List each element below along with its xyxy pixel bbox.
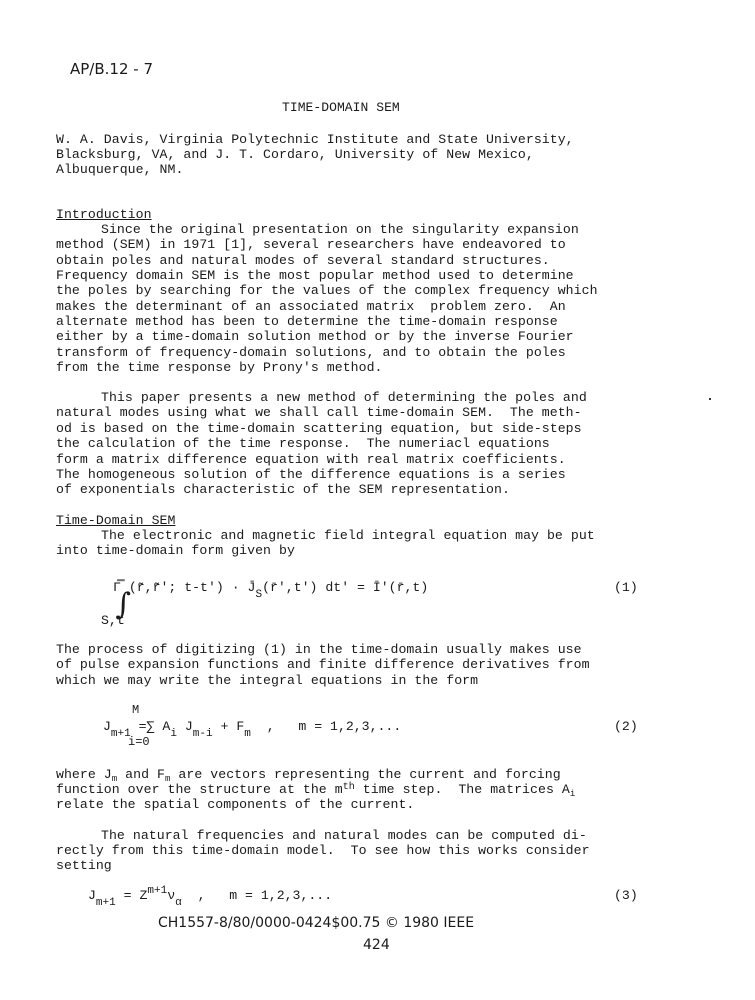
eq1-sub: S [255,589,263,601]
sum-sign: ∑ [146,719,155,734]
eq2-J: J [103,719,111,734]
symbol-sub: m [111,774,118,784]
intro-para2-line: the calculation of the time response. The numeriacl equations [56,436,550,451]
symbol-J: J [103,767,112,782]
eq2-F-sub: m [244,728,251,740]
eq3-J: J [88,888,96,903]
text: are vectors representing the current and forcing [170,767,561,782]
eq3-Z-sup: m+1 [147,885,168,897]
symbol-m: m [334,782,343,797]
symbol-sub: i [569,789,576,799]
equation-1-limits: S,t [101,613,125,628]
margin-speck [709,398,711,400]
paper-title: TIME-DOMAIN SEM [282,100,400,115]
author-line-1: W. A. Davis, Virginia Polytechnic Institute and State University, [56,132,574,147]
introduction-heading: Introduction [56,207,152,222]
intro-para1-line: either by a time-domain solution method or by the inverse Fourier [56,329,574,344]
eq3-range: , m = 1,2,3,... [197,888,333,903]
eq3-nu: ν [167,888,176,903]
intro-para1-line: the poles by searching for the values of the complex frequency which [56,283,598,298]
intro-para1-line: Frequency domain SEM is the most popular method used to determine [56,268,574,283]
equation-3-number: (3) [614,888,638,903]
superscript-th: th [342,782,355,793]
text: time step. The matrices [354,782,562,797]
equation-2-number: (2) [614,719,638,734]
eq2-plus-F: + F [220,719,245,734]
eq2-sum-top: M [132,703,140,717]
eq2-J2-sub: m-i [192,728,213,740]
symbol-F: F [157,767,166,782]
td-para2-line: of pulse expansion functions and finite difference derivatives from [56,657,590,672]
intro-para1-line: obtain poles and natural modes of several standard structures. [56,253,550,268]
intro-para1-line: alternate method has been to determine the time-domain response [56,314,558,329]
td-para4-line: setting [56,858,112,873]
equation-2 [103,719,402,740]
text: function over the structure at the [56,782,335,797]
intro-para2-line: The homogeneous solution of the difference equations is a series [56,467,566,482]
td-para1-line: The electronic and magnetic field integral equation may be put [101,528,595,543]
intro-para2-line: This paper presents a new method of determining the poles and [101,390,587,405]
eq2-J2: J [184,719,193,734]
td-para2-line: which we may write the integral equations in the form [56,673,479,688]
td-para1-line: into time-domain form given by [56,543,295,558]
eq1-rhs: (r̄',t') dt' = Ī'(r̄,t) [262,580,429,595]
author-line-2: Blacksburg, VA, and J. T. Cordaro, University of New Mexico, [56,147,534,162]
copyright-line: CH1557-8/80/0000-0424$00.75 © 1980 IEEE [158,915,475,931]
document-code: AP/B.12 - 7 [70,60,153,78]
integral-sign: ∫ [115,587,131,622]
equation-1-body [113,580,429,601]
equation-3 [88,885,333,909]
author-line-3: Albuquerque, NM. [56,162,184,177]
eq3-J-sub: m+1 [95,897,116,909]
symbol-A: A [561,782,570,797]
eq2-J-sub: m+1 [110,728,131,740]
eq2-A-sub: i [170,728,177,740]
intro-para2-line: od is based on the time-domain scattering equation, but side-steps [56,421,582,436]
intro-para1-line: from the time response by Prony's method. [56,360,383,375]
text: where [56,767,104,782]
eq2-A: A [162,719,171,734]
text: and [117,767,158,782]
intro-para2-line: form a matrix difference equation with real matrix coefficients. [56,452,566,467]
eq1-lhs: Γ̿ (r̃,r̃'; t-t') · J̄ [113,580,256,595]
symbol-sub: m [165,774,171,784]
td-para4-line: rectly from this time-domain model. To see how this works consider [56,843,590,858]
equation-1-number: (1) [614,580,638,595]
eq3-equals-Z: = Z [123,888,148,903]
intro-para2-line: of exponentials characteristic of the SEM representation. [56,482,510,497]
td-para2-line: The process of digitizing (1) in the time-domain usually makes use [56,642,582,657]
intro-para1-line: Since the original presentation on the singularity expansion [101,222,579,237]
eq2-sum-bottom: i=0 [128,735,150,749]
td-para4-line: The natural frequencies and natural modes can be computed di- [101,828,587,843]
intro-para1-line: method (SEM) in 1971 [1], several researchers have endeavored to [56,237,566,252]
eq2-range: , m = 1,2,3,... [266,719,402,734]
intro-para2-line: natural modes using what we shall call time-domain SEM. The meth- [56,405,582,420]
eq3-nu-sub: α [175,897,182,909]
page-number: 424 [363,937,390,953]
eq2-equals: = [138,719,147,734]
time-domain-heading: Time-Domain SEM [56,513,176,528]
td-para3-line-3: relate the spatial components of the current. [56,797,415,812]
intro-para1-line: transform of frequency-domain solutions, and to obtain the poles [56,345,566,360]
intro-para1-line: makes the determinant of an associated matrix problem zero. An [56,299,566,314]
